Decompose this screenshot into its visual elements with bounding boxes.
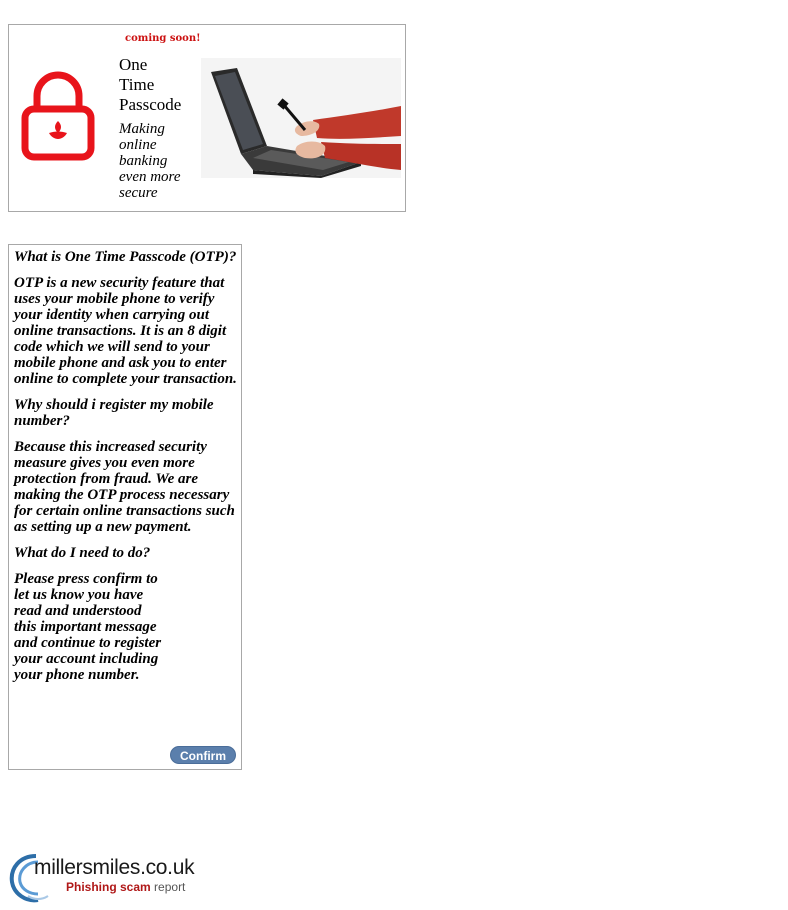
tagline-phishing-scam: Phishing scam bbox=[66, 880, 151, 894]
confirm-button[interactable]: Confirm bbox=[170, 746, 236, 764]
site-name: millersmiles.co.uk bbox=[34, 856, 195, 879]
otp-info-panel bbox=[8, 244, 242, 770]
banner-title-line: Passcode bbox=[119, 95, 182, 114]
banner-tagline-line: even more bbox=[119, 169, 181, 185]
otp-banner bbox=[8, 24, 406, 212]
coming-soon-label: coming soon! bbox=[125, 33, 201, 44]
banner-tagline-line: secure bbox=[119, 185, 158, 201]
banner-tagline-line: online bbox=[119, 137, 157, 153]
answer-why-register: Because this increased security measure gives you even more protection from fraud. We are making the OTP process necessary for certain online transactions such as setting up a new payment. bbox=[14, 439, 235, 535]
padlock-icon bbox=[21, 69, 95, 165]
banner-tagline bbox=[119, 121, 199, 201]
banner-title bbox=[119, 55, 199, 115]
info-text bbox=[14, 249, 238, 693]
banner-tagline-line: Making bbox=[119, 121, 165, 137]
question-what-to-do: What do I need to do? bbox=[14, 545, 151, 561]
question-what-is-otp: What is One Time Passcode (OTP)? bbox=[14, 249, 237, 265]
tagline-report: report bbox=[154, 880, 186, 894]
site-tagline bbox=[66, 880, 185, 894]
answer-what-to-do: Please press confirm to let us know you have read and understood this important message and continue to register your account including your phone number. bbox=[14, 571, 162, 683]
flame-logo-icon bbox=[49, 121, 67, 139]
laptop-photo bbox=[201, 58, 401, 178]
question-why-register: Why should i register my mobile number? bbox=[14, 397, 214, 429]
banner-title-line: One bbox=[119, 55, 148, 74]
banner-title-line: Time bbox=[119, 75, 155, 94]
answer-what-is-otp: OTP is a new security feature that uses your mobile phone to verify your identity when carrying out online transactions. It is an 8 digit code which we will send to your mobile phone and ask you to enter online to complete your transaction. bbox=[14, 275, 237, 387]
banner-tagline-line: banking bbox=[119, 153, 168, 169]
millersmiles-logo bbox=[8, 852, 228, 904]
